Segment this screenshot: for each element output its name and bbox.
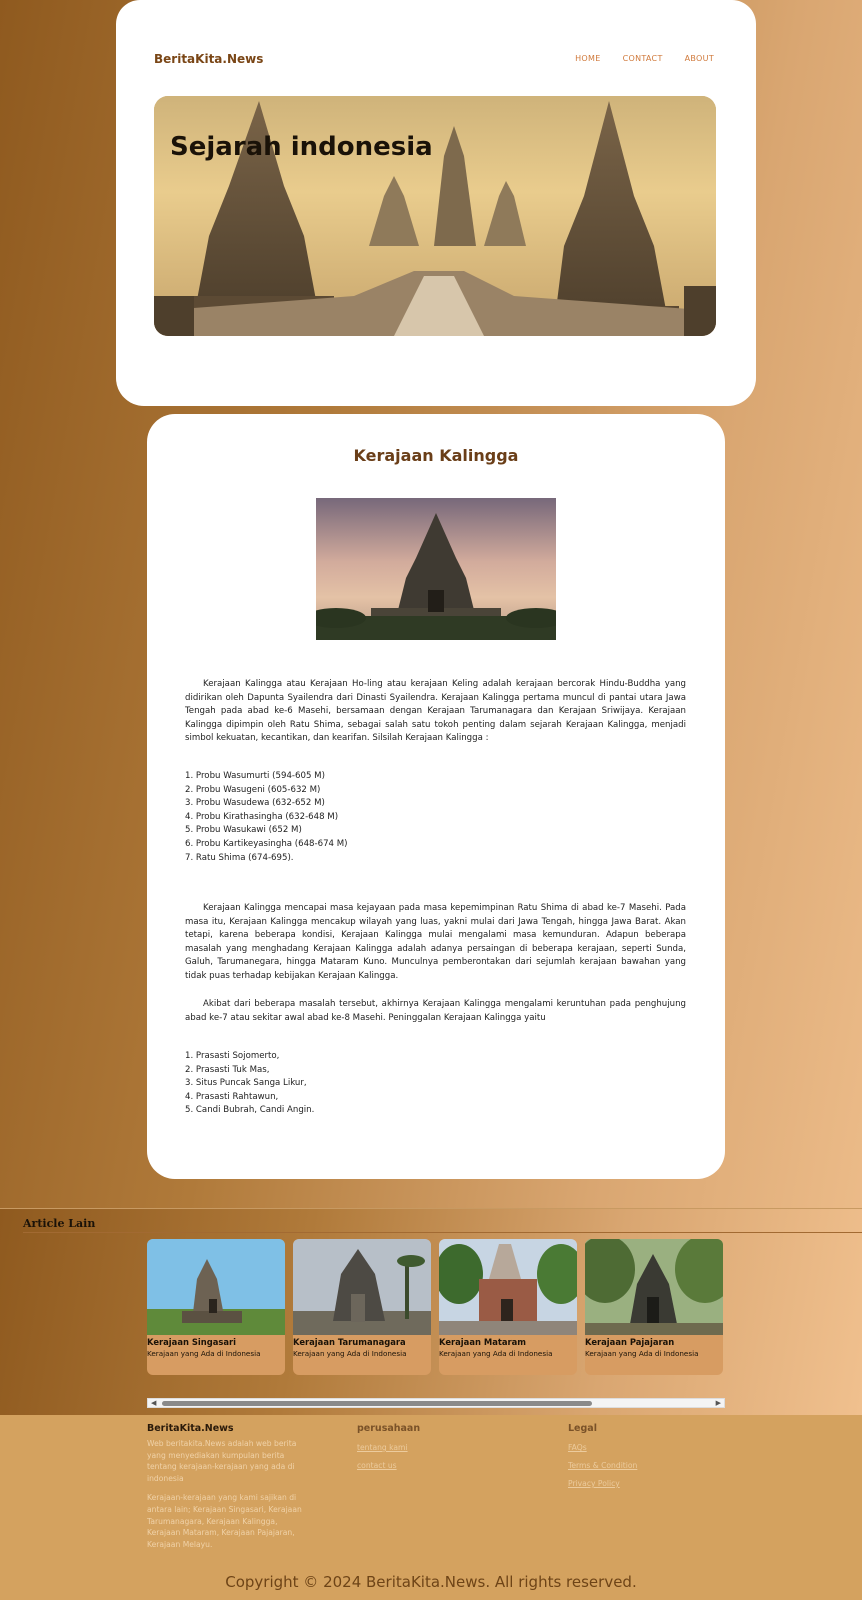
article-paragraph-fall: Akibat dari beberapa masalah tersebut, akhirnya Kerajaan Kalingga mengalami keruntuhan pada penghujung abad ke-7 atau sekitar awal abad ke-8 Masehi. Peninggalan Kerajaan Kalingga yaitu: [185, 999, 686, 1023]
cards-carousel[interactable]: [147, 1239, 725, 1379]
card-image: [293, 1239, 431, 1335]
card-title: Kerajaan Singasari: [147, 1337, 237, 1347]
footer-brand: BeritaKita.News: [147, 1423, 234, 1434]
footer-description-kingdoms: Kerajaan-kerajaan yang kami sajikan di antara lain; Kerajaan Singasari, Kerajaan Tarumanagara, Kerajaan Kalingga, Kerajaan Mataram, Kerajaan Pajajaran, Kerajaan Melayu.: [147, 1493, 302, 1549]
card-title: Kerajaan Mataram: [439, 1337, 527, 1347]
card-image: [147, 1239, 285, 1335]
temple-thumbnail: [585, 1239, 723, 1335]
main-nav: [575, 54, 714, 63]
article-title: Kerajaan Kalingga: [353, 446, 519, 465]
footer-company-column: [357, 1423, 420, 1470]
list-item: 2. Probu Wasugeni (605-632 M): [185, 784, 321, 795]
temple-thumbnail: [439, 1239, 577, 1335]
scroll-left-icon[interactable]: ◀: [151, 1399, 157, 1407]
list-item: 5. Probu Wasukawi (652 M): [185, 825, 302, 836]
article-image: [316, 498, 556, 640]
list-item: 3. Situs Puncak Sanga Likur,: [185, 1078, 307, 1089]
footer-link-contact[interactable]: contact us: [357, 1461, 397, 1470]
footer-legal-heading: Legal: [568, 1423, 597, 1434]
copyright-text: Copyright © 2024 BeritaKita.News. All rights reserved.: [225, 1573, 637, 1591]
list-item: 3. Probu Wasudewa (632-652 M): [185, 798, 325, 809]
site-logo[interactable]: BeritaKita.News: [154, 52, 264, 66]
footer-description: Web beritakita.News adalah web berita yang menyediakan kumpulan berita tentang kerajaan-kerajaan yang ada di indonesia: [147, 1439, 297, 1483]
card-title: Kerajaan Pajajaran: [585, 1337, 675, 1347]
site-footer: [0, 1415, 862, 1600]
carousel-scrollbar[interactable]: [147, 1398, 725, 1408]
list-item: 5. Candi Bubrah, Candi Angin.: [185, 1105, 315, 1116]
article-paragraph-decline: Kerajaan Kalingga mencapai masa kejayaan pada masa kepemimpinan Ratu Shima di abad ke-7 Masehi. Pada masa itu, Kerajaan Kalingga mencakup wilayah yang luas, yakni mulai dari Jawa Tengah, hingga Jawa Barat. Akan tetapi, karena beberapa kondisi, Kerajaan Kalingga mulai mengalami masa kemunduran. Adapun beberapa masalah yang menghadang Kerajaan Kalingga adalah adanya persaingan di beberapa kerajaan, seperti Sunda, Galuh, Tarumanegara, hingga Mataram Kuno. Munculnya pemberontakan dari sejumlah kerajaan bawahan yang tidak puas terhadap kebijakan Kerajaan Kalingga.: [185, 903, 686, 981]
card-subtitle: Kerajaan yang Ada di Indonesia: [147, 1349, 261, 1358]
nav-home[interactable]: HOME: [575, 54, 601, 63]
article-card-singasari[interactable]: [147, 1239, 285, 1375]
list-item: 6. Probu Kartikeyasingha (648-674 M): [185, 838, 348, 849]
card-image: [439, 1239, 577, 1335]
list-item: 1. Prasasti Sojomerto,: [185, 1051, 280, 1061]
article-card: [147, 414, 725, 1179]
footer-link-privacy[interactable]: Privacy Policy: [568, 1479, 620, 1488]
card-subtitle: Kerajaan yang Ada di Indonesia: [439, 1349, 553, 1358]
header-card: [116, 0, 756, 406]
list-item: 2. Prasasti Tuk Mas,: [185, 1064, 270, 1075]
list-item: 4. Probu Kirathasingha (632-648 M): [185, 811, 339, 822]
relics-list: [185, 1050, 314, 1118]
card-subtitle: Kerajaan yang Ada di Indonesia: [293, 1349, 407, 1358]
footer-link-about[interactable]: tentang kami: [357, 1443, 408, 1452]
related-articles-section: [0, 1208, 862, 1415]
temple-thumbnail: [293, 1239, 431, 1335]
footer-about-column: [147, 1423, 307, 1550]
hero-banner: [154, 96, 716, 336]
list-item: 1. Probu Wasumurti (594-605 M): [185, 771, 325, 781]
article-card-tarumanagara[interactable]: [293, 1239, 431, 1375]
article-card-mataram[interactable]: [439, 1239, 577, 1375]
divider: [23, 1232, 862, 1233]
nav-contact[interactable]: CONTACT: [622, 54, 663, 63]
footer-link-terms[interactable]: Terms & Condition: [568, 1461, 638, 1470]
list-item: 4. Prasasti Rahtawun,: [185, 1091, 279, 1102]
card-subtitle: Kerajaan yang Ada di Indonesia: [585, 1349, 699, 1358]
temple-thumbnail: [147, 1239, 285, 1335]
scroll-right-icon[interactable]: ▶: [715, 1399, 721, 1407]
hero-title: Sejarah indonesia: [170, 132, 433, 162]
footer-legal-column: [568, 1423, 637, 1488]
related-heading: Article Lain: [23, 1217, 96, 1230]
kalingga-temple-illustration: [316, 498, 556, 640]
footer-company-heading: perusahaan: [357, 1423, 421, 1434]
list-item: 7. Ratu Shima (674-695).: [185, 852, 294, 863]
article-paragraph-intro: Kerajaan Kalingga atau Kerajaan Ho-ling atau kerajaan Keling adalah kerajaan bercorak Hindu-Buddha yang didirikan oleh Dapunta Syailendra dari Dinasti Syailendra. Kerajaan Kalingga pertama muncul di pantai utara Jawa Tengah pada abad ke-6 Masehi, bersamaan dengan Kerajaan Tarumanagara dan Kerajaan Sriwijaya. Kerajaan Kalingga dipimpin oleh Ratu Shima, sebagai salah satu tokoh penting dalam sejarah Kerajaan Kalingga, menjadi simbol kekuatan, kecantikan, dan kearifan. Silsilah Kerajaan Kalingga :: [185, 679, 686, 744]
rulers-list: [185, 770, 348, 865]
article-card-pajajaran[interactable]: [585, 1239, 723, 1375]
card-image: [585, 1239, 723, 1335]
nav-about[interactable]: ABOUT: [684, 54, 714, 63]
card-title: Kerajaan Tarumanagara: [293, 1337, 406, 1347]
footer-link-faqs[interactable]: FAQs: [568, 1443, 587, 1452]
scrollbar-thumb[interactable]: [162, 1401, 592, 1406]
